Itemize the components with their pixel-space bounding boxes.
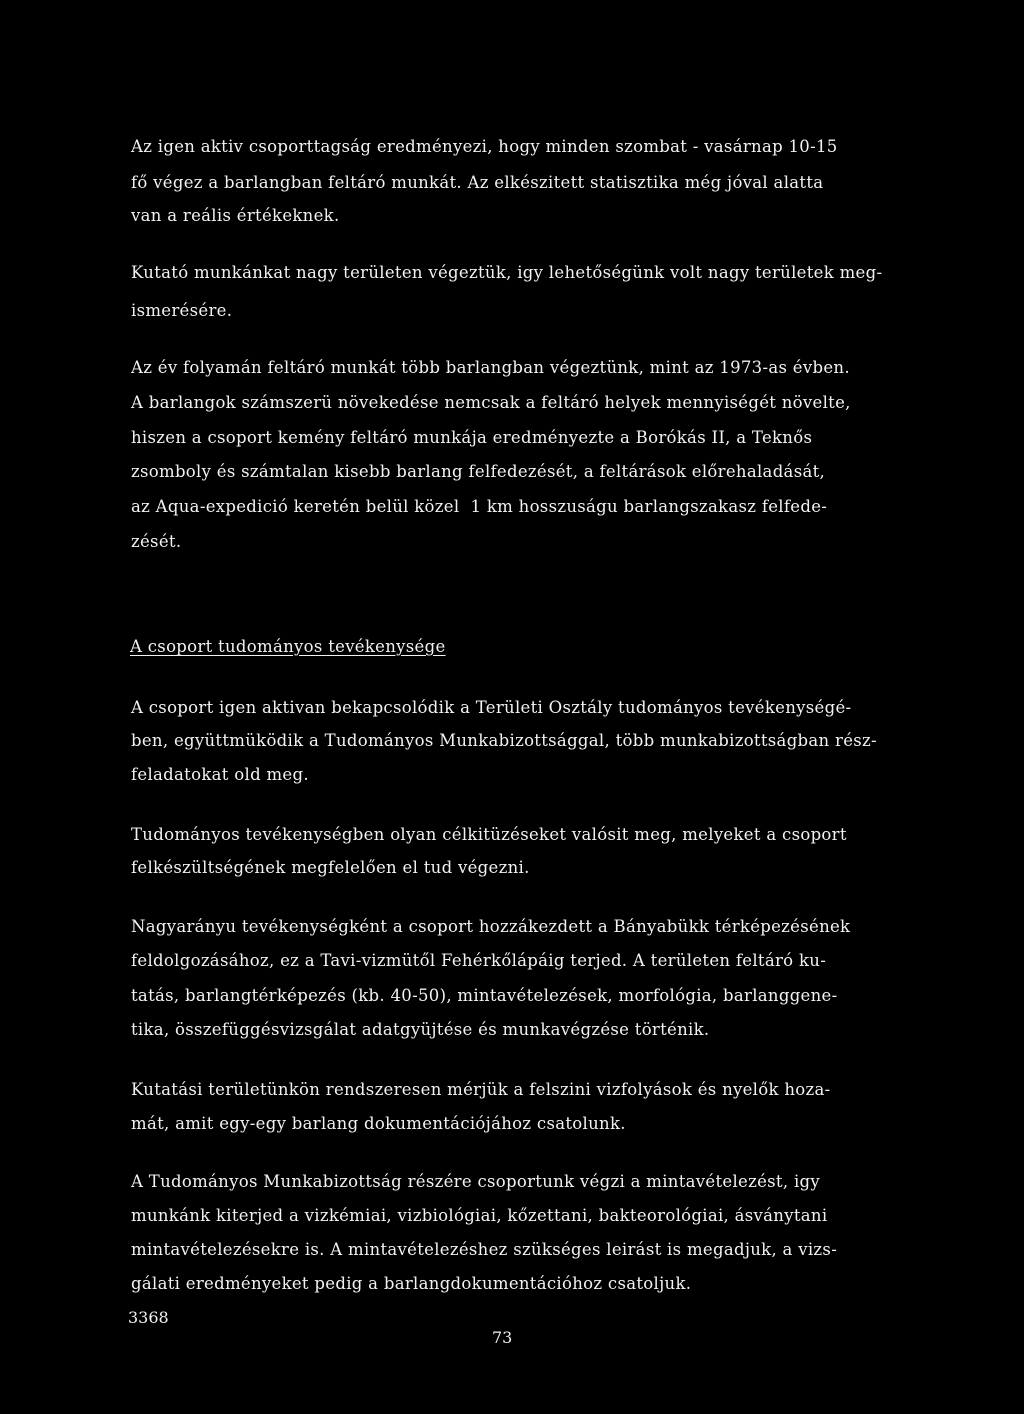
text-line: felkészültségének megfelelően el tud végezni. [131,858,530,877]
text-line: A Tudományos Munkabizottság részére csoportunk végzi a mintavételezést, igy [131,1172,821,1191]
text-line: Kutató munkánkat nagy területen végeztük, igy lehetőségünk volt nagy területek meg- [131,263,883,282]
text-line: ben, együttmüködik a Tudományos Munkabizottsággal, több munkabizottságban rész- [131,731,877,750]
text-line: mintavételezésekre is. A mintavételezéshez szükséges leirást is megadjuk, a vizs- [131,1240,838,1259]
text-line: gálati eredményeket pedig a barlangdokumentációhoz csatoljuk. [131,1274,692,1293]
section-heading: A csoport tudományos tevékenysége [130,637,446,656]
text-line: fő végez a barlangban feltáró munkát. Az elkészitett statisztika még jóval alatta [131,173,824,192]
text-line: Az év folyamán feltáró munkát több barlangban végeztünk, mint az 1973-as évben. [131,358,850,377]
text-line: A barlangok számszerü növekedése nemcsak a feltáró helyek mennyiségét növelte, [131,393,851,412]
text-line: van a reális értékeknek. [131,206,340,225]
text-line: az Aqua-expedició keretén belül közel 1 km hosszuságu barlangszakasz felfede- [131,497,828,516]
text-line: A csoport igen aktivan bekapcsolódik a Területi Osztály tudományos tevékenységé- [131,698,852,717]
text-line: Nagyarányu tevékenységként a csoport hozzákezdett a Bányabükk térképezésének [131,917,851,936]
text-line: tika, összefüggésvizsgálat adatgyüjtése és munkavégzése történik. [131,1020,710,1039]
text-line: mát, amit egy-egy barlang dokumentációjához csatolunk. [131,1114,626,1133]
text-line: tatás, barlangtérképezés (kb. 40-50), mintavételezések, morfológia, barlanggene- [131,986,838,1005]
text-line: ismerésére. [131,301,233,320]
text-line: Kutatási területünkön rendszeresen mérjük a felszini vizfolyások és nyelők hoza- [131,1080,831,1099]
text-line: feladatokat old meg. [131,765,309,784]
page-number: 73 [492,1328,513,1347]
text-line: zsomboly és számtalan kisebb barlang felfedezését, a feltárások előrehaladását, [131,462,826,481]
footer-code: 3368 [128,1308,169,1327]
text-line: Tudományos tevékenységben olyan célkitüzéseket valósit meg, melyeket a csoport [131,825,847,844]
text-line: hiszen a csoport kemény feltáró munkája eredményezte a Borókás II, a Teknős [131,428,813,447]
text-line: feldolgozásához, ez a Tavi-vizmütől Fehérkőlápáig terjed. A területen feltáró ku- [131,951,827,970]
text-line: Az igen aktiv csoporttagság eredményezi, hogy minden szombat - vasárnap 10-15 [131,137,838,156]
text-line: zését. [131,532,182,551]
text-line: munkánk kiterjed a vizkémiai, vizbiológiai, kőzettani, bakteorológiai, ásványtani [131,1206,828,1225]
